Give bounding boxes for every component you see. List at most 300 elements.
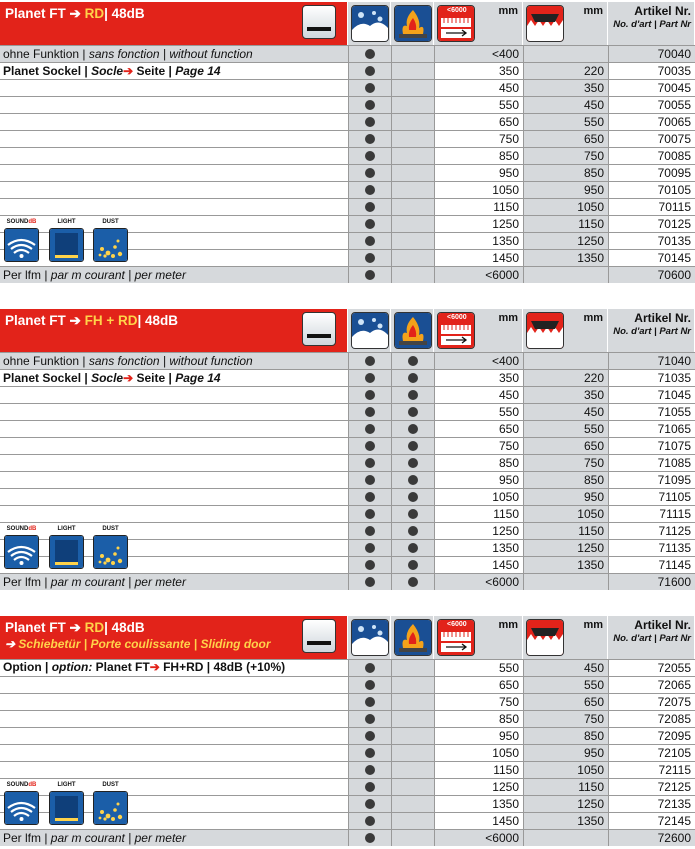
included-dot-icon [365, 680, 375, 690]
cell [434, 148, 523, 164]
header-cell-art [608, 2, 695, 45]
subtitle-de: Schiebetür | [15, 637, 88, 651]
sound-label [4, 526, 39, 533]
cell [391, 97, 434, 113]
cell [391, 523, 434, 539]
cell [434, 506, 523, 522]
included-dot-icon [408, 475, 418, 485]
table-row [0, 79, 695, 96]
cell [608, 557, 695, 573]
threshold-seal-icon [302, 312, 336, 346]
cell [348, 438, 391, 454]
label-text: DUST [102, 526, 119, 532]
length-value: 950 [583, 746, 604, 760]
cell [608, 830, 695, 846]
saw-icon [526, 312, 564, 349]
width-value: <6000 [485, 268, 519, 282]
cell [608, 745, 695, 761]
article-number: 72075 [657, 695, 691, 709]
table-row [0, 403, 695, 420]
cell [608, 353, 695, 369]
cell [391, 250, 434, 266]
cell [391, 813, 434, 829]
article-number: 70045 [657, 81, 691, 95]
included-dot-icon [365, 270, 375, 280]
sound-rating: | 48dB [104, 6, 145, 21]
cell [434, 404, 523, 420]
length-value: 220 [583, 64, 604, 78]
cell [0, 267, 348, 283]
label-fr-en: par m courant | per meter [47, 831, 186, 845]
length-value: 1050 [577, 763, 604, 777]
sound-rating: | 48dB [137, 313, 179, 328]
function-code: FH + RD [84, 313, 138, 328]
no-function-row [0, 352, 695, 369]
article-number: 70600 [657, 268, 691, 282]
cell [0, 574, 348, 590]
included-dot-icon [365, 492, 375, 502]
cell [348, 557, 391, 573]
cell [391, 216, 434, 232]
width-value: 1050 [492, 490, 519, 504]
cell [0, 80, 348, 96]
mm-label: mm [583, 5, 603, 17]
length-value: 450 [583, 661, 604, 675]
included-dot-icon [365, 219, 375, 229]
length-value: 550 [583, 115, 604, 129]
cell [0, 506, 348, 522]
included-dot-icon [365, 731, 375, 741]
cell [0, 165, 348, 181]
included-dot-icon [365, 151, 375, 161]
included-dot-icon [365, 748, 375, 758]
included-dot-icon [365, 253, 375, 263]
label-fr-en: sans fonction | without function [85, 47, 253, 61]
cell [348, 148, 391, 164]
db-label: dB [28, 782, 37, 788]
article-number: 71105 [658, 490, 691, 504]
header-cell-fire [391, 309, 434, 352]
cell [523, 387, 608, 403]
article-sublabel: No. d'art | Part Nr [613, 19, 691, 30]
arrow-icon: ➔ [69, 620, 81, 635]
width-value: 550 [498, 661, 519, 675]
article-number: 71045 [657, 388, 691, 402]
cell [391, 574, 434, 590]
cell [348, 80, 391, 96]
cell [0, 421, 348, 437]
cell [434, 131, 523, 147]
option-spec: FH+RD | 48dB (+10%) [159, 660, 286, 674]
cell [608, 199, 695, 215]
product-name: Planet FT [5, 313, 66, 328]
cell [348, 540, 391, 556]
cell [348, 813, 391, 829]
table-header [0, 616, 695, 659]
article-number-header [613, 4, 691, 32]
subtitle-fr-en: Porte coulissante | Sliding door [87, 637, 271, 651]
table-row [0, 454, 695, 471]
note-seite: Seite | [133, 371, 172, 385]
light-label [49, 219, 84, 226]
length-value: 650 [583, 695, 604, 709]
article-number: 70095 [657, 166, 691, 180]
label-text: SOUND [6, 526, 29, 532]
header-cell-art [608, 616, 695, 659]
saw-icon [526, 5, 564, 42]
cell [348, 250, 391, 266]
cell [523, 745, 608, 761]
cell [348, 455, 391, 471]
cell [434, 489, 523, 505]
length-value: 850 [583, 729, 604, 743]
mm-label: mm [583, 312, 603, 324]
article-number: 71065 [657, 422, 691, 436]
cell [608, 421, 695, 437]
included-dot-icon [365, 49, 375, 59]
cell [348, 63, 391, 79]
cell [523, 131, 608, 147]
header-cell-saw [523, 2, 608, 45]
label-fr-en: par m courant | per meter [47, 268, 186, 282]
function-code: RD [84, 620, 105, 635]
cell [348, 182, 391, 198]
cell [0, 199, 348, 215]
length-value: 1150 [578, 217, 604, 231]
header-cell-fire [391, 616, 434, 659]
width-value: <6000 [485, 831, 519, 845]
cell [391, 711, 434, 727]
cell [348, 745, 391, 761]
length-value: 1250 [577, 797, 604, 811]
article-number: 72115 [658, 763, 691, 777]
cell [608, 506, 695, 522]
function-code: RD [84, 6, 105, 21]
included-dot-icon [365, 765, 375, 775]
cell [523, 523, 608, 539]
cell [348, 660, 391, 676]
cell [434, 779, 523, 795]
cell [523, 779, 608, 795]
cell [523, 694, 608, 710]
cell [391, 165, 434, 181]
cell [434, 387, 523, 403]
cell [434, 660, 523, 676]
length-value: 650 [583, 439, 604, 453]
header-cell-snow [348, 616, 391, 659]
cell [434, 540, 523, 556]
cell [608, 165, 695, 181]
included-dot-icon [365, 356, 375, 366]
cell [348, 370, 391, 386]
label-de: ohne Funktion | [3, 354, 86, 368]
included-dot-icon [365, 833, 375, 843]
cell [608, 216, 695, 232]
table-row [0, 147, 695, 164]
cell [0, 728, 348, 744]
width-value: 350 [498, 64, 519, 78]
table-row [0, 130, 695, 147]
article-number: 71075 [657, 439, 691, 453]
cell [434, 762, 523, 778]
width-value: 1350 [492, 797, 519, 811]
note-seite: Seite | [133, 64, 172, 78]
light-icon [49, 228, 84, 262]
cell [434, 80, 523, 96]
cell [608, 796, 695, 812]
included-dot-icon [365, 577, 375, 587]
cell [523, 216, 608, 232]
table-row [0, 198, 695, 215]
per-meter-row [0, 573, 695, 590]
cell [0, 694, 348, 710]
cell [434, 370, 523, 386]
cell [523, 148, 608, 164]
cell [434, 745, 523, 761]
cell [348, 506, 391, 522]
cell [523, 114, 608, 130]
included-dot-icon [408, 441, 418, 451]
fire-icon [394, 5, 432, 42]
cell [523, 63, 608, 79]
snow-icon [351, 5, 389, 42]
cell [391, 353, 434, 369]
cell [0, 677, 348, 693]
cell [434, 438, 523, 454]
included-dot-icon [408, 390, 418, 400]
fire-icon [394, 619, 432, 656]
arrow-icon: ➔ [69, 313, 81, 328]
cell [348, 97, 391, 113]
length-value: 850 [583, 473, 604, 487]
label-text: LIGHT [57, 782, 76, 788]
included-dot-icon [365, 100, 375, 110]
cell [434, 728, 523, 744]
no-function-row [0, 45, 695, 62]
width-value: 1450 [492, 558, 519, 572]
cell [608, 677, 695, 693]
cell [523, 677, 608, 693]
table-row [0, 437, 695, 454]
cell [391, 728, 434, 744]
included-dot-icon [365, 799, 375, 809]
article-number: 72145 [657, 814, 691, 828]
width-value: 1350 [492, 234, 519, 248]
cell [608, 267, 695, 283]
width-value: <400 [491, 47, 519, 61]
width-value: 750 [498, 439, 519, 453]
ruler-icon [437, 312, 475, 349]
cell [523, 728, 608, 744]
ruler-icon [437, 5, 475, 42]
included-dot-icon [365, 697, 375, 707]
option-de: Option | [3, 660, 49, 674]
article-number: 71085 [657, 456, 691, 470]
label-fr-en: par m courant | per meter [47, 575, 186, 589]
cell [391, 80, 434, 96]
included-dot-icon [365, 185, 375, 195]
cell [348, 199, 391, 215]
cell [608, 80, 695, 96]
label-de: Per lfm | [3, 575, 48, 589]
cell [434, 421, 523, 437]
header-cell-ruler [434, 616, 523, 659]
cell [348, 216, 391, 232]
note-page: Page 14 [171, 371, 221, 385]
cell [608, 523, 695, 539]
length-value: 850 [583, 166, 604, 180]
cell [523, 762, 608, 778]
width-value: 750 [498, 695, 519, 709]
width-value: 450 [498, 81, 519, 95]
length-value: 1350 [577, 814, 604, 828]
included-dot-icon [365, 202, 375, 212]
cell [608, 46, 695, 62]
included-dot-icon [365, 236, 375, 246]
article-sublabel: No. d'art | Part Nr [613, 326, 691, 337]
length-value: 950 [583, 183, 604, 197]
sound-label [4, 219, 39, 226]
article-number: 71055 [657, 405, 691, 419]
article-number-header [613, 311, 691, 339]
cell [523, 404, 608, 420]
cell [391, 455, 434, 471]
included-dot-icon [408, 356, 418, 366]
width-value: 450 [498, 388, 519, 402]
cell [523, 80, 608, 96]
sound-label [4, 782, 39, 789]
row-label [3, 46, 253, 62]
dust-label [93, 526, 128, 533]
note-fr: Socle [87, 371, 124, 385]
cell [523, 46, 608, 62]
cell [523, 250, 608, 266]
cell [608, 472, 695, 488]
cell [348, 131, 391, 147]
length-value: 1050 [577, 200, 604, 214]
table-row [0, 744, 695, 761]
article-number: 72065 [657, 678, 691, 692]
cell [434, 694, 523, 710]
cell [348, 574, 391, 590]
length-value: 950 [583, 490, 604, 504]
header-cell-btn [296, 309, 348, 352]
cell [434, 813, 523, 829]
cell [348, 472, 391, 488]
cell [608, 489, 695, 505]
table-row [0, 505, 695, 522]
included-dot-icon [408, 424, 418, 434]
arrow-icon: ➔ [123, 371, 134, 385]
cell [523, 97, 608, 113]
cell [0, 46, 348, 62]
label-text: DUST [102, 219, 119, 225]
cell [348, 762, 391, 778]
cell [348, 779, 391, 795]
cell [434, 182, 523, 198]
snow-icon [351, 619, 389, 656]
article-number: 70105 [657, 183, 691, 197]
article-number: 71125 [658, 524, 691, 538]
cell [523, 796, 608, 812]
cell [608, 250, 695, 266]
length-value: 1350 [577, 558, 604, 572]
cell [391, 540, 434, 556]
arrow-icon: ➔ [69, 6, 81, 21]
cell [391, 438, 434, 454]
row-label [3, 267, 186, 283]
header-cell-fire [391, 2, 434, 45]
cell [434, 46, 523, 62]
article-number: 71600 [657, 575, 691, 589]
table-row [0, 693, 695, 710]
table-row [0, 761, 695, 778]
cell [391, 131, 434, 147]
cell [391, 472, 434, 488]
cell [434, 574, 523, 590]
article-number: 72085 [657, 712, 691, 726]
cell [0, 489, 348, 505]
length-value: 350 [583, 81, 604, 95]
included-dot-icon [365, 509, 375, 519]
cell [434, 216, 523, 232]
article-number: 70065 [657, 115, 691, 129]
included-dot-icon [408, 407, 418, 417]
table-row [0, 471, 695, 488]
cell [523, 233, 608, 249]
cell [434, 199, 523, 215]
cell [348, 711, 391, 727]
article-number: 71095 [657, 473, 691, 487]
cell [391, 387, 434, 403]
width-value: 550 [498, 98, 519, 112]
included-dot-icon [365, 83, 375, 93]
included-dot-icon [365, 66, 375, 76]
table-row [0, 164, 695, 181]
included-dot-icon [365, 134, 375, 144]
cell [434, 677, 523, 693]
length-value: 450 [583, 405, 604, 419]
article-number: 70035 [657, 64, 691, 78]
cell [348, 387, 391, 403]
cell [0, 762, 348, 778]
cell [608, 779, 695, 795]
product-name: Planet FT [5, 620, 66, 635]
cell [0, 353, 348, 369]
cell [608, 63, 695, 79]
cell [0, 114, 348, 130]
article-number: 72105 [657, 746, 691, 760]
article-number: 72125 [657, 780, 691, 794]
db-label: dB [28, 526, 37, 532]
cell [523, 165, 608, 181]
article-number: 70075 [657, 132, 691, 146]
included-dot-icon [365, 714, 375, 724]
snow-icon [351, 312, 389, 349]
cell [608, 182, 695, 198]
article-sublabel: No. d'art | Part Nr [613, 633, 691, 644]
row-label [3, 574, 186, 590]
per-meter-row [0, 829, 695, 846]
cell [391, 779, 434, 795]
cell [434, 830, 523, 846]
cell [391, 489, 434, 505]
cell [434, 557, 523, 573]
width-value: 1150 [493, 200, 519, 214]
cell [0, 97, 348, 113]
table-header [0, 2, 695, 45]
cell [434, 796, 523, 812]
